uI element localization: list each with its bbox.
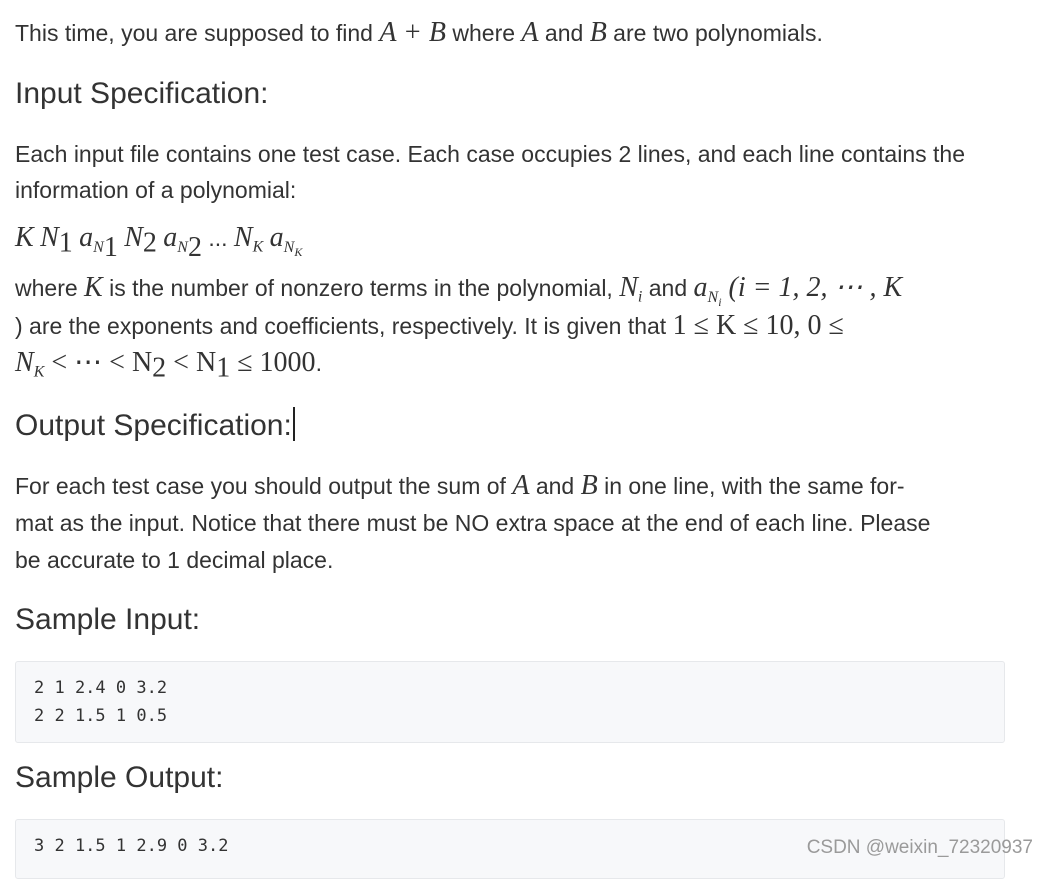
math-sub: N	[93, 238, 104, 256]
math-sub: i	[637, 288, 643, 306]
math-subsub: K	[294, 244, 303, 259]
output-spec-line-1	[15, 468, 905, 504]
math-k: K	[15, 222, 34, 253]
where-line-2	[15, 308, 844, 344]
output-spec-line-3: be accurate to 1 decimal place.	[15, 547, 334, 573]
where-line-3	[15, 345, 322, 384]
math-sub: N	[283, 238, 295, 256]
code-line: 3 2 1.5 1 2.9 0 3.2	[34, 836, 229, 856]
math-sub: 1	[216, 352, 231, 384]
math-subsub: 2	[187, 231, 202, 263]
math-condition: < N	[166, 347, 217, 378]
math-b: B	[580, 470, 598, 501]
math-sub: 2	[152, 352, 167, 384]
math-subsub: i	[718, 294, 722, 309]
math-range: (i = 1, 2, ⋯ , K	[721, 272, 903, 303]
intro-text: This time, you are supposed to find	[15, 20, 380, 46]
input-format-formula	[15, 220, 303, 263]
math-a: A	[521, 17, 539, 48]
math-a2: a	[163, 222, 178, 253]
math-sub: K	[33, 363, 45, 381]
input-spec-paragraph: Each input file contains one test case. Each case occupies 2 lines, and each line contains the information of a polynomial:	[15, 141, 965, 203]
where-line-1	[15, 270, 903, 309]
csdn-watermark: CSDN @weixin_72320937	[806, 837, 1033, 858]
text: and	[529, 473, 581, 499]
math-ni: N	[619, 272, 638, 303]
intro-text: and	[538, 20, 590, 46]
output-spec-heading	[15, 406, 295, 446]
math-n2: N	[124, 222, 143, 253]
text: and	[642, 275, 694, 301]
text: For each test case you should output the sum of	[15, 473, 513, 499]
text-cursor	[293, 407, 295, 441]
math-a1: a	[79, 222, 94, 253]
intro-text: where	[445, 20, 522, 46]
math-sub: K	[252, 238, 264, 256]
sample-input-heading: Sample Input:	[15, 603, 201, 636]
math-sub: 1	[58, 227, 73, 259]
math-sub: N	[707, 288, 719, 306]
math-b: B	[589, 17, 607, 48]
sample-output-heading: Sample Output:	[15, 761, 224, 794]
code-line: 2 1 2.4 0 3.2	[34, 678, 168, 698]
math-a: A	[512, 470, 530, 501]
math-ak: a	[269, 222, 284, 253]
text: where	[15, 275, 85, 301]
text: ) are the exponents and coefficients, respectively. It is given that	[15, 313, 673, 339]
math-k: K	[84, 272, 103, 303]
text: in one line, with the same for-	[597, 473, 905, 499]
math-ani: a	[693, 272, 708, 303]
intro-paragraph	[15, 15, 823, 51]
sample-input-code-block[interactable]	[15, 661, 1005, 743]
math-nk: N	[15, 347, 34, 378]
text: is the number of nonzero terms in the polynomial,	[102, 275, 620, 301]
text: .	[315, 350, 322, 376]
math-sub: N	[177, 238, 188, 256]
ellipsis: ...	[208, 225, 228, 251]
math-n1: N	[40, 222, 59, 253]
math-condition: ≤ 1000	[230, 347, 316, 378]
math-condition: 1 ≤ K ≤ 10, 0 ≤	[672, 310, 844, 341]
heading-text: Output Specification:	[15, 409, 292, 442]
math-a-plus-b: A + B	[379, 17, 446, 48]
output-spec-line-2: mat as the input. Notice that there must be NO extra space at the end of each line. Please	[15, 510, 931, 536]
input-spec-heading: Input Specification:	[15, 77, 269, 110]
math-condition: < ⋯ < N	[44, 347, 153, 378]
math-subsub: 1	[103, 231, 118, 263]
math-sub: 2	[142, 227, 157, 259]
code-line: 2 2 1.5 1 0.5	[34, 706, 168, 726]
intro-text: are two polynomials.	[606, 20, 823, 46]
math-nk: N	[233, 222, 253, 253]
